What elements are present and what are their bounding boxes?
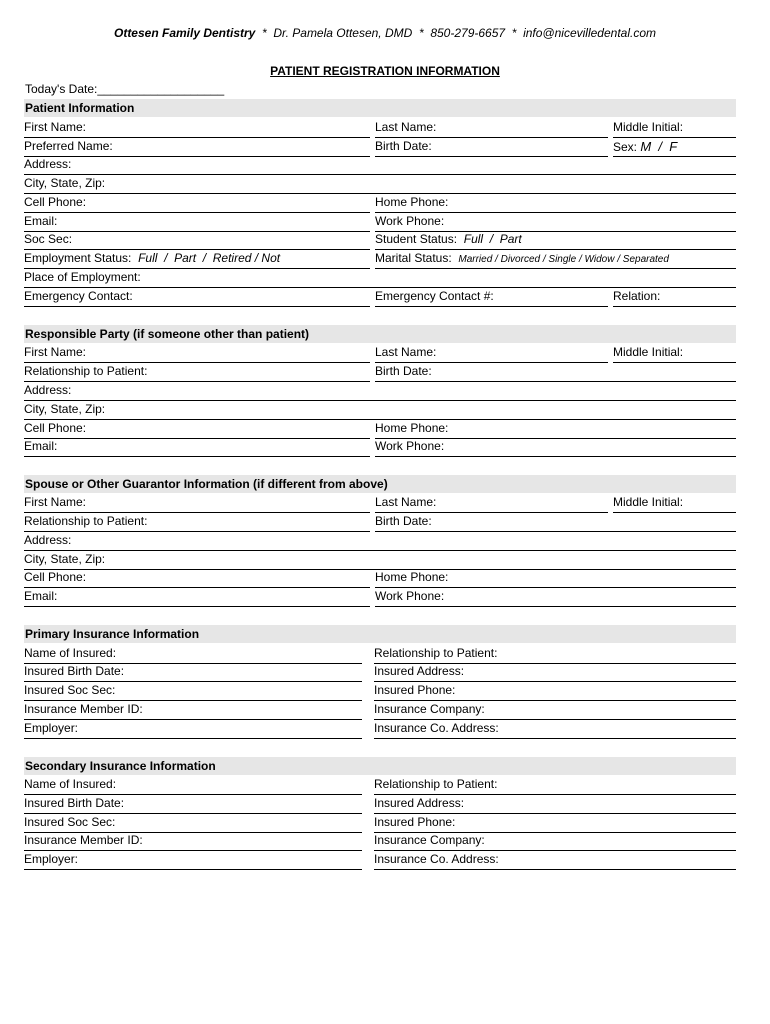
primary-company-field[interactable]: Insurance Company: (374, 701, 736, 720)
emergency-relation-field[interactable]: Relation: (613, 288, 736, 307)
primary-name-insured-field[interactable]: Name of Insured: (24, 645, 362, 664)
practice-phone: 850-279-6657 (430, 26, 506, 40)
responsible-email-field[interactable]: Email: (24, 438, 370, 457)
responsible-birth-date-field[interactable]: Birth Date: (375, 363, 736, 382)
responsible-first-name-field[interactable]: First Name: (24, 344, 370, 363)
responsible-home-phone-field[interactable]: Home Phone: (375, 420, 736, 439)
secondary-row-4 (24, 832, 736, 851)
primary-row-2 (24, 663, 736, 682)
secondary-row-2 (24, 795, 736, 814)
patient-row-5 (24, 194, 736, 213)
employment-status-options: Full / Part / Retired / Not (138, 251, 281, 265)
section-patient-heading: Patient Information (24, 99, 736, 117)
patient-work-phone-field[interactable]: Work Phone: (375, 213, 736, 232)
patient-row-9 (24, 269, 736, 288)
secondary-phone-field[interactable]: Insured Phone: (374, 814, 736, 833)
responsible-row-1 (24, 344, 736, 363)
patient-first-name-field[interactable]: First Name: (24, 119, 370, 138)
primary-row-1 (24, 645, 736, 664)
responsible-city-state-zip-field[interactable]: City, State, Zip: (24, 401, 736, 420)
secondary-employer-field[interactable]: Employer: (24, 851, 362, 870)
doctor-name: Dr. Pamela Ottesen, DMD (273, 26, 413, 40)
section-spouse-heading: Spouse or Other Guarantor Information (if different from above) (24, 475, 736, 493)
primary-relationship-field[interactable]: Relationship to Patient: (374, 645, 736, 664)
secondary-address-field[interactable]: Insured Address: (374, 795, 736, 814)
primary-phone-field[interactable]: Insured Phone: (374, 682, 736, 701)
practice-email: info@nicevilledental.com (523, 26, 656, 40)
responsible-address-field[interactable]: Address: (24, 382, 736, 401)
patient-row-10 (24, 288, 736, 307)
patient-marital-status-field[interactable]: Marital Status: Married / Divorced / Single / Widow / Separated (375, 250, 736, 269)
spouse-row-4 (24, 551, 736, 570)
patient-row-4 (24, 175, 736, 194)
patient-row-1 (24, 119, 736, 138)
section-secondary-insurance-heading: Secondary Insurance Information (24, 757, 736, 775)
todays-date-field[interactable]: Today's Date:___________________ (25, 82, 225, 96)
responsible-row-6 (24, 438, 736, 457)
primary-member-id-field[interactable]: Insurance Member ID: (24, 701, 362, 720)
practice-name: Ottesen Family Dentistry (113, 26, 256, 40)
responsible-relationship-field[interactable]: Relationship to Patient: (24, 363, 370, 382)
emergency-contact-field[interactable]: Emergency Contact: (24, 288, 370, 307)
spouse-address-field[interactable]: Address: (24, 532, 736, 551)
patient-email-field[interactable]: Email: (24, 213, 370, 232)
patient-soc-sec-field[interactable]: Soc Sec: (24, 231, 370, 250)
primary-row-4 (24, 701, 736, 720)
section-responsible-heading: Responsible Party (if someone other than patient) (24, 325, 736, 343)
responsible-cell-phone-field[interactable]: Cell Phone: (24, 420, 370, 439)
patient-row-8 (24, 250, 736, 269)
secondary-birth-date-field[interactable]: Insured Birth Date: (24, 795, 362, 814)
patient-sex-field[interactable]: Sex: M / F (613, 138, 736, 157)
secondary-member-id-field[interactable]: Insurance Member ID: (24, 832, 362, 851)
primary-row-5 (24, 720, 736, 739)
patient-employment-status-field[interactable]: Employment Status: Full / Part / Retired / Not (24, 250, 370, 269)
secondary-relationship-field[interactable]: Relationship to Patient: (374, 776, 736, 795)
spouse-relationship-field[interactable]: Relationship to Patient: (24, 513, 370, 532)
responsible-row-4 (24, 401, 736, 420)
spouse-email-field[interactable]: Email: (24, 588, 370, 607)
primary-employer-field[interactable]: Employer: (24, 720, 362, 739)
secondary-company-field[interactable]: Insurance Company: (374, 832, 736, 851)
sex-options: M / F (640, 139, 678, 154)
spouse-city-state-zip-field[interactable]: City, State, Zip: (24, 551, 736, 570)
patient-birth-date-field[interactable]: Birth Date: (375, 138, 608, 157)
patient-row-3 (24, 156, 736, 175)
spouse-last-name-field[interactable]: Last Name: (375, 494, 608, 513)
responsible-work-phone-field[interactable]: Work Phone: (375, 438, 736, 457)
spouse-row-5 (24, 569, 736, 588)
patient-place-of-employment-field[interactable]: Place of Employment: (24, 269, 736, 288)
marital-status-options: Married / Divorced / Single / Widow / Separated (458, 254, 669, 265)
emergency-contact-number-field[interactable]: Emergency Contact #: (375, 288, 608, 307)
spouse-row-2 (24, 513, 736, 532)
patient-city-state-zip-field[interactable]: City, State, Zip: (24, 175, 736, 194)
responsible-middle-initial-field[interactable]: Middle Initial: (613, 344, 736, 363)
patient-row-6 (24, 213, 736, 232)
secondary-row-3 (24, 814, 736, 833)
patient-student-status-field[interactable]: Student Status: Full / Part (375, 231, 736, 250)
patient-middle-initial-field[interactable]: Middle Initial: (613, 119, 736, 138)
patient-last-name-field[interactable]: Last Name: (375, 119, 608, 138)
spouse-row-6 (24, 588, 736, 607)
responsible-row-5 (24, 420, 736, 439)
secondary-row-5 (24, 851, 736, 870)
practice-header: Ottesen Family Dentistry * Dr. Pamela Ottesen, DMD * 850-279-6657 * info@nicevilledental.com (113, 26, 656, 40)
primary-soc-sec-field[interactable]: Insured Soc Sec: (24, 682, 362, 701)
secondary-soc-sec-field[interactable]: Insured Soc Sec: (24, 814, 362, 833)
spouse-row-1 (24, 494, 736, 513)
patient-row-2 (24, 138, 736, 157)
primary-row-3 (24, 682, 736, 701)
primary-birth-date-field[interactable]: Insured Birth Date: (24, 663, 362, 682)
responsible-row-2 (24, 363, 736, 382)
secondary-name-insured-field[interactable]: Name of Insured: (24, 776, 362, 795)
spouse-cell-phone-field[interactable]: Cell Phone: (24, 569, 370, 588)
primary-address-field[interactable]: Insured Address: (374, 663, 736, 682)
section-primary-insurance-heading: Primary Insurance Information (24, 625, 736, 643)
secondary-co-address-field[interactable]: Insurance Co. Address: (374, 851, 736, 870)
patient-cell-phone-field[interactable]: Cell Phone: (24, 194, 370, 213)
secondary-row-1 (24, 776, 736, 795)
spouse-middle-initial-field[interactable]: Middle Initial: (613, 494, 736, 513)
patient-row-7 (24, 231, 736, 250)
spouse-birth-date-field[interactable]: Birth Date: (375, 513, 736, 532)
patient-preferred-name-field[interactable]: Preferred Name: (24, 138, 370, 157)
page-title: PATIENT REGISTRATION INFORMATION (270, 64, 500, 78)
responsible-last-name-field[interactable]: Last Name: (375, 344, 608, 363)
spouse-row-3 (24, 532, 736, 551)
spouse-work-phone-field[interactable]: Work Phone: (375, 588, 736, 607)
patient-address-field[interactable]: Address: (24, 156, 736, 175)
spouse-home-phone-field[interactable]: Home Phone: (375, 569, 736, 588)
patient-home-phone-field[interactable]: Home Phone: (375, 194, 736, 213)
primary-co-address-field[interactable]: Insurance Co. Address: (374, 720, 736, 739)
student-status-options: Full / Part (463, 232, 522, 246)
responsible-row-3 (24, 382, 736, 401)
spouse-first-name-field[interactable]: First Name: (24, 494, 370, 513)
